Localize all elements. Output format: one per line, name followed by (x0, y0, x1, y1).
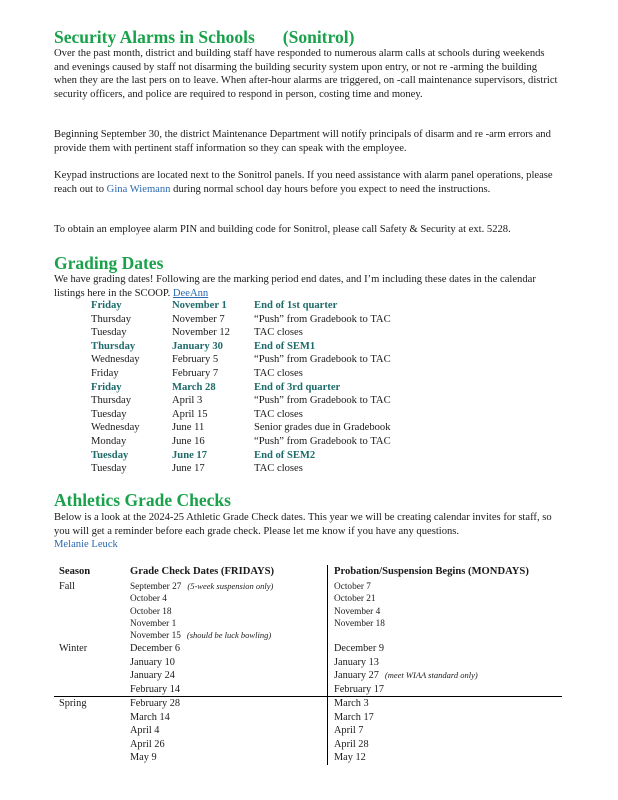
grade-check-date (130, 642, 186, 656)
grade-check-date (130, 683, 186, 697)
probation-date (334, 642, 390, 656)
grading-date-row (0, 313, 618, 327)
grading-day: Monday (91, 436, 127, 447)
grading-event: End of 3rd quarter (254, 381, 341, 393)
probation-date-note: (meet WIAA standard only) (384, 670, 478, 681)
grading-date-row (0, 353, 618, 367)
grade-check-date-note: (5-week suspension only) (187, 581, 274, 591)
grading-date: June 11 (172, 422, 205, 434)
grading-day: Tuesday (91, 408, 127, 420)
probation-date-text: October 7 (334, 582, 371, 592)
grading-event: TAC closes (254, 368, 303, 379)
grading-date: November 7 (172, 313, 225, 325)
grade-check-date-text: November 15 (130, 631, 181, 642)
probation-date-text: May 12 (334, 752, 366, 764)
grading-date: November 12 (172, 327, 230, 339)
grading-day: Friday (91, 381, 122, 393)
grading-event: “Push” from Gradebook to TAC (254, 395, 391, 407)
grade-check-date (130, 669, 181, 683)
grading-event: End of SEM2 (254, 449, 316, 461)
probation-date (334, 738, 375, 752)
security-paragraph-4: To obtain an employee alarm PIN and building code for Sonitrol, please call Safety & Security at ext. 5228. (54, 224, 511, 235)
grade-check-date (130, 580, 273, 593)
probation-date (334, 656, 385, 670)
contact-name-melanie[interactable]: Melanie Leuck (54, 539, 118, 551)
grading-date-row (0, 299, 618, 313)
grading-title: Grading Dates (54, 253, 164, 273)
probation-date (334, 711, 380, 725)
grading-day: Friday (91, 368, 119, 379)
grading-event: TAC closes (254, 408, 303, 420)
security-paragraph-3-start: Keypad instructions are located next to the Sonitrol panels. If you need assistance with alarm panel operations, please reach out to (54, 170, 553, 195)
grading-date: November 1 (172, 300, 227, 311)
probation-date-text: February 17 (334, 683, 385, 695)
grade-check-date-text: February 14 (130, 683, 181, 695)
probation-date (334, 683, 390, 697)
grade-check-date-text: December 6 (130, 643, 181, 654)
grade-check-date-text: October 4 (130, 594, 167, 605)
grading-date-row (0, 326, 618, 340)
probation-date-text: December 9 (334, 643, 385, 654)
grade-check-date-note: (should be luck bowling) (186, 630, 272, 641)
contact-name-gina[interactable]: Gina Wiemann (106, 183, 171, 195)
grading-event: “Push” from Gradebook to TAC (254, 436, 391, 447)
grade-check-date-text: March 14 (130, 711, 170, 723)
security-paragraph-1: Over the past month, district and building staff have responded to numerous alarm calls at schools during weekends and evenings caused by staff not disarming the building security system upon entry, or not re -arming the building when they are the last pers on to leave. When after-hour alarms are triggered, on -call maintenance supervisors, district security officers, and police are required to respond in person, costing time and money. (54, 48, 558, 100)
header-season: Season (59, 566, 91, 577)
grading-event: TAC closes (254, 463, 303, 475)
season-fall: Fall (59, 581, 76, 592)
probation-date (334, 592, 382, 605)
grading-date-row (0, 394, 618, 408)
grade-check-date (130, 724, 165, 738)
grading-date-row (0, 340, 618, 354)
grading-day: Tuesday (91, 463, 127, 475)
grading-date: April 3 (172, 395, 203, 407)
header-grade-check-dates: Grade Check Dates (FRIDAYS) (130, 566, 275, 577)
security-title-sub: (Sonitrol) (282, 27, 355, 47)
grade-check-date-text: October 18 (130, 606, 172, 617)
grading-date: February 5 (172, 354, 219, 366)
grading-date-row (0, 367, 618, 381)
athletics-title: Athletics Grade Checks (54, 490, 231, 510)
deeann-link[interactable]: DeeAnn (172, 287, 209, 299)
season-spring: Spring (59, 698, 87, 709)
grading-day: Thursday (91, 313, 132, 325)
grading-day: Thursday (91, 340, 136, 352)
grade-check-date-text: November 1 (130, 618, 177, 629)
probation-date-text: November 4 (334, 606, 381, 617)
grading-date: April 15 (172, 408, 208, 420)
probation-date (334, 580, 377, 593)
grading-date: February 7 (172, 368, 219, 379)
grading-date: June 17 (172, 449, 208, 461)
grading-day: Wednesday (91, 422, 140, 434)
season-winter: Winter (59, 643, 88, 654)
probation-date-text: January 27 (334, 670, 379, 682)
grading-event: End of SEM1 (254, 340, 316, 352)
grading-intro-text: We have grading dates! Following are the marking period end dates, and I’m including these dates in the calendar listings here in the SCOOP. (54, 274, 536, 299)
probation-date (334, 724, 369, 738)
grade-check-date (130, 697, 186, 711)
security-title (54, 27, 354, 47)
grade-check-date-text: January 10 (130, 656, 175, 668)
grading-event: End of 1st quarter (254, 300, 338, 311)
grading-date: March 28 (172, 381, 216, 393)
security-title-main: Security Alarms in Schools (54, 27, 255, 47)
grading-date-row (0, 381, 618, 395)
grading-day: Thursday (91, 395, 132, 407)
grading-date-row (0, 435, 618, 449)
header-probation: Probation/Suspension Begins (MONDAYS) (334, 566, 529, 577)
grade-check-date (130, 711, 176, 725)
probation-date-text: March 17 (334, 711, 374, 723)
grading-date-row (0, 449, 618, 463)
grading-event: TAC closes (254, 327, 303, 339)
grade-check-date-text: April 4 (130, 725, 160, 737)
grade-check-date-text: April 26 (130, 738, 165, 750)
athletics-intro-text: Below is a look at the 2024-25 Athletic Grade Check dates. This year we will be creating calendar invites for staff, so you will get a reminder before each grade check. Please let me know if you have any questions. (54, 512, 552, 537)
probation-date-text: January 13 (334, 656, 379, 668)
probation-date (334, 697, 375, 711)
grading-event: “Push” from Gradebook to TAC (254, 313, 391, 325)
probation-date (334, 617, 391, 630)
grade-check-date-text: May 9 (130, 752, 157, 764)
grading-event: “Push” from Gradebook to TAC (254, 354, 391, 366)
grading-day: Tuesday (91, 327, 127, 339)
grading-day: Wednesday (91, 354, 140, 366)
grading-date: January 30 (172, 340, 223, 352)
probation-date (334, 605, 386, 618)
grade-check-date (130, 629, 271, 642)
grade-check-date (130, 617, 182, 630)
grading-date-row (0, 462, 618, 476)
probation-date-text: March 3 (334, 698, 369, 709)
grading-event: Senior grades due in Gradebook (254, 422, 391, 434)
grade-check-date (130, 605, 178, 618)
probation-date (334, 751, 372, 765)
probation-date-text: April 28 (334, 738, 369, 750)
probation-date-text: October 21 (334, 594, 376, 605)
athletics-intro (54, 511, 559, 552)
probation-date-text: April 7 (334, 725, 364, 737)
probation-date-text: November 18 (334, 618, 385, 629)
grade-check-date (130, 656, 181, 670)
probation-date (334, 669, 478, 683)
grading-date-row (0, 421, 618, 435)
grade-check-date (130, 738, 171, 752)
grading-day: Friday (91, 300, 122, 311)
security-paragraph-3 (54, 169, 559, 196)
grade-check-date (130, 751, 163, 765)
grading-date: June 16 (172, 436, 205, 447)
grade-check-date (130, 592, 173, 605)
grading-intro (54, 273, 559, 300)
grading-date: June 17 (172, 463, 205, 475)
security-paragraph-3-end: during normal school day hours before you expect to need the instructions. (173, 183, 491, 195)
grade-check-date-text: January 24 (130, 670, 175, 682)
security-paragraph-2: Beginning September 30, the district Maintenance Department will notify principals of disarm and re -arm errors and provide them with pertinent staff information so they can speak with the employee. (54, 129, 551, 154)
grade-check-date-text: September 27 (130, 582, 182, 592)
grade-check-date-text: February 28 (130, 698, 181, 709)
table-column-divider (327, 565, 328, 765)
grading-day: Tuesday (91, 449, 129, 461)
grading-date-row (0, 408, 618, 422)
